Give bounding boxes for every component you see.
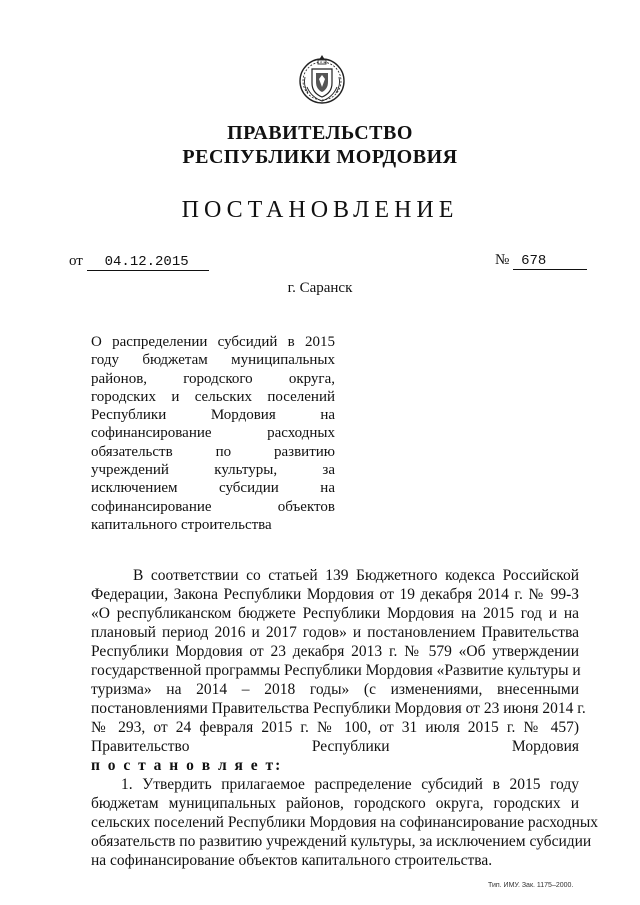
subject-line: О распределении субсидий в 2015 [91,334,335,350]
print-mark: Тип. ИМУ. Зак. 1175–2000. [488,882,574,889]
date-value: 04.12.2015 [104,254,189,270]
body-line: Республики Мордовия от 23 декабря 2013 г. № 579 «Об утверждении [91,643,579,660]
subject-line: исключением субсидии на [91,480,335,497]
coat-of-arms-icon [297,51,347,107]
body-line: туризма» на 2014 – 2018 годы» (с изменениями, внесенными [91,681,579,698]
decree-prefix: Правительство Республики Мордовия [91,738,579,755]
item1-line: обязательств по развитию учреждений культуры, за исключением субсидии [91,833,592,850]
item1-line: 1. Утвердить прилагаемое распределение субсидий в 2015 году [121,776,579,793]
subject-line: городских и сельских поселений [91,388,335,405]
body-line: плановый период 2016 и 2017 годов» и постановлением Правительства [91,624,579,641]
body-line: Федерации, Закона Республики Мордовия от 19 декабря 2014 г. № 99-З [91,586,579,603]
number-line [495,252,587,270]
subject-line: софинансирование объектов [91,498,335,515]
decree-word: п о с т а н о в л я е т: [91,757,283,774]
document-type: ПОСТАНОВЛЕНИЕ [181,197,459,223]
decree-line [91,737,579,775]
subject-line: Республики Мордовия на [91,407,335,424]
item1-line: сельских поселений Республики Мордовия на софинансирование расходных [91,814,599,831]
body-line: № 293, от 24 февраля 2015 г. № 100, от 31 июля 2015 г. № 457) [91,719,579,736]
date-line [69,253,209,271]
number-prefix: № [495,252,510,268]
subject-line: учреждений культуры, за [91,462,335,479]
number-value: 678 [521,253,547,269]
body-text [91,566,599,870]
subject-line: капитального строительства [91,516,272,533]
subject-line: обязательств по развитию [91,443,335,460]
date-prefix: от [69,253,83,269]
item1-line: на софинансирование объектов капитального строительства. [91,852,493,869]
subject-line: софинансирование расходных [91,425,335,442]
body-line: постановлениями Правительства Республики Мордовия от 23 июня 2014 г. [91,700,586,717]
subject-line: году бюджетам муниципальных [91,352,335,369]
body-line: «О республиканском бюджете Республики Мордовия на 2015 год и на [91,605,579,622]
body-line: В соответствии со статьей 139 Бюджетного кодекса Российской [133,567,579,584]
subject-block [91,333,335,534]
city: г. Саранск [287,280,353,296]
government-title-line1: ПРАВИТЕЛЬСТВО [227,122,413,144]
item1-line: бюджетам муниципальных районов, городского округа, городских и [91,795,579,812]
subject-line: районов, городского округа, [91,370,335,387]
government-title-line2: РЕСПУБЛИКИ МОРДОВИЯ [182,146,458,168]
body-line: государственной программы Республики Мордовия «Развитие культуры и [91,662,581,679]
